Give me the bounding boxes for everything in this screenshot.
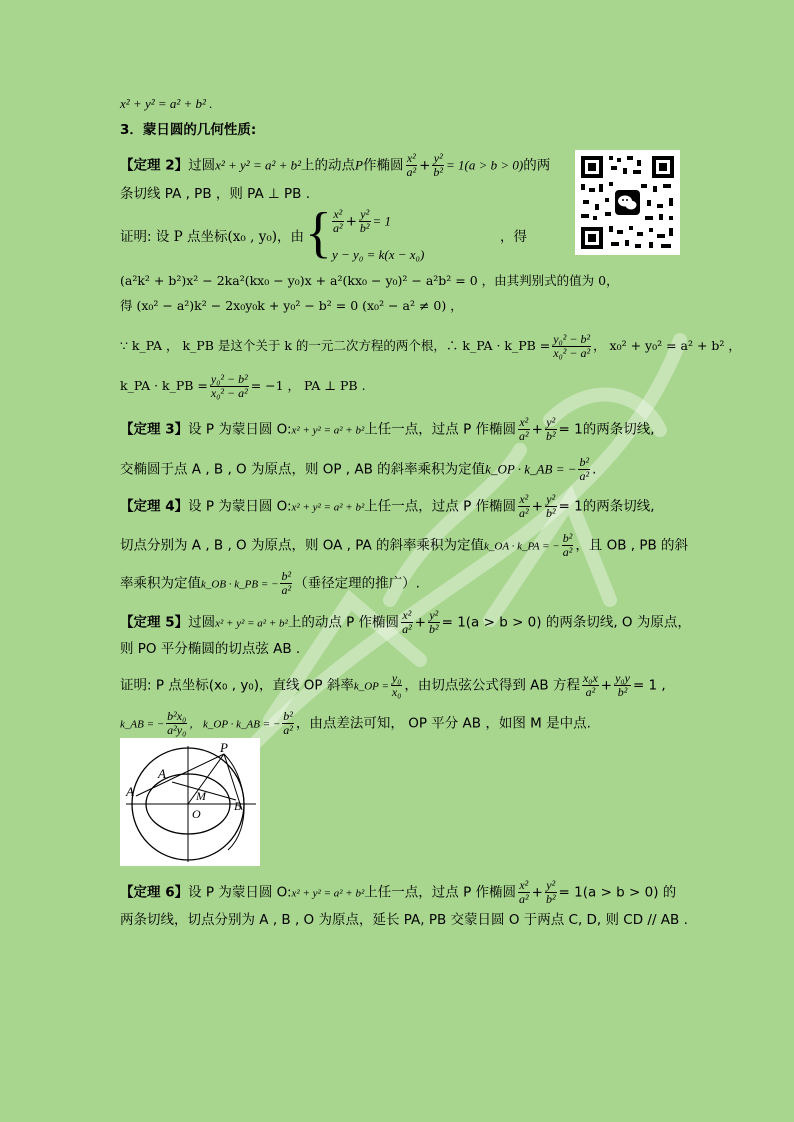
frac-y2b2: $\frac{\text{y²}}{\text{b²}}$ <box>428 608 439 636</box>
text: ，由切点弦公式得到 AB 方程 <box>404 677 580 694</box>
theorem-5-proof-line-2 <box>120 710 680 737</box>
text: k_AB = − <box>120 718 165 731</box>
frac-y2b2: $\frac{\text{y²}}{\text{b²}}$ <box>545 492 556 520</box>
text: 的两 <box>523 157 551 174</box>
text: 设 P 为蒙日圆 O: <box>188 498 292 515</box>
frac-x2a2: $\frac{\text{x²}}{\text{a²}}$ <box>519 878 529 906</box>
text: 作椭圆 <box>363 157 404 174</box>
ellipse-eq: = 1(a > b > 0) <box>446 157 524 173</box>
system-eq-2: y − y₀ = k(x − x₀) <box>332 247 425 262</box>
point-p: P <box>355 157 363 173</box>
label-m: M <box>196 789 206 803</box>
circle-equation-line: x² + y² = a² + b² . <box>120 96 213 111</box>
theorem-3-line-2 <box>120 456 680 483</box>
frac-x2a2: $\frac{\text{x²}}{\text{a²}}$ <box>519 492 529 520</box>
theorem-2-proof-line-5: 得 (x₀² − a²)k² − 2x₀y₀k + y₀² − b² = 0 (x₀² − a² ≠ 0) ， <box>120 298 463 313</box>
frac-x0x: $\frac{\text{x₀x}}{\text{a²}}$ <box>582 671 598 699</box>
frac-y0x0: $\frac{\text{y₀}}{\text{x₀}}$ <box>391 671 402 699</box>
text: ， x₀² + y₀² = a² + b² ， <box>593 338 741 353</box>
text: = −1 ， PA ⊥ PB . <box>250 378 366 393</box>
frac-b2a2: $\frac{\text{b²}}{\text{a²}}$ <box>562 531 573 559</box>
theorem-2-tag: 【定理 2】 <box>120 157 189 174</box>
text: k_OA · k_PA = − <box>484 540 560 553</box>
theorem-2-proof-line-4: (a²k² + b²)x² − 2ka²(kx₀ − y₀)x + a²(kx₀ − y₀)² − a²b² = 0 ，由其判别式的值为 0， <box>120 273 619 288</box>
theorem-5-line-1: 【定理 5】过圆x² + y² = a² + b²上的动点 P 作椭圆 $\frac{\text{x²}}{\text{a²}}$ + $\frac{\text{y²}}{\text{b²}}$ = 1(a > b > 0) 的两条切线, O 为原点， <box>120 608 691 636</box>
theorem-3-tag: 【定理 3】 <box>120 421 189 438</box>
frac-b2a2: $\frac{\text{b²}}{\text{a²}}$ <box>283 709 293 737</box>
circle-eq: x² + y² = a² + b² <box>215 157 302 173</box>
theorem-6-line-2: 两条切线，切点分别为 A , B , O 为原点，延长 PA, PB 交蒙日圆 O 于两点 C, D, 则 CD // AB . <box>120 912 688 928</box>
frac-y2b2: $\frac{\text{y²}}{\text{b²}}$ <box>545 415 556 443</box>
theorem-2-proof-line-7 <box>120 373 680 400</box>
label-b: B <box>234 799 242 813</box>
text: = 1(a > b > 0) 的两条切线, O 为原点， <box>441 614 691 631</box>
theorem-6-tag: 【定理 6】 <box>120 884 189 901</box>
frac-kab: $\frac{\text{b²x₀}}{\text{a²y₀}}$ <box>167 709 187 737</box>
text: . <box>592 461 597 478</box>
text: 设 P 为蒙日圆 O: <box>188 884 292 901</box>
label-p: P <box>220 740 228 755</box>
theorem-3-line-1: 【定理 3】设 P 为蒙日圆 O:x² + y² = a² + b²上任一点，过点 P 作椭圆 $\frac{\text{x²}}{\text{a²}}$ + $\frac{\text{y²}}{\text{b²}}$ = 1的两条切线, <box>120 415 655 443</box>
text: ， k_OP · k_AB = − <box>189 718 281 731</box>
frac-kk: $\frac{\text{y₀² − b²}}{\text{x₀² − a²}}$ <box>553 332 591 360</box>
theorem-5-line-2: 则 PO 平分椭圆的切点弦 AB . <box>120 641 301 657</box>
qr-code-icon[interactable] <box>575 150 680 255</box>
text: 率乘积为定值 <box>120 575 201 592</box>
label-a-2: A <box>126 784 134 799</box>
text: 上任一点，过点 P 作椭圆 <box>364 421 517 438</box>
system-eq-1: $\frac{\text{x²}}{\text{a²}}$ + $\frac{\text{y²}}{\text{b²}}$ = 1 <box>333 207 392 235</box>
frac-x2a2: $\frac{\text{x²}}{\text{a²}}$ <box>402 608 412 636</box>
frac-kk: $\frac{\text{y₀² − b²}}{\text{x₀² − a²}}$ <box>210 372 248 400</box>
theorem-5-tag: 【定理 5】 <box>120 614 189 631</box>
text: = 1 <box>372 213 392 229</box>
system-brace: { <box>305 202 332 264</box>
text: 过圆 <box>188 614 216 631</box>
theorem-2-line-1: 【定理 2】过圆x² + y² = a² + b²上的动点P作椭圆 $\frac{\text{x²}}{\text{a²}}$ + $\frac{\text{y²}}{\text{b²}}$ = 1(a > b > 0)的两 <box>120 151 551 179</box>
text: （垂径定理的推广）. <box>294 575 420 592</box>
frac-y2b2: $\frac{\text{y²}}{\text{b²}}$ <box>545 878 556 906</box>
frac-y2b2: $\frac{\text{y²}}{\text{b²}}$ <box>359 207 370 235</box>
theorem-5-proof-line: 证明: P 点坐标(x₀ , y₀)，直线 OP 斜率k_OP = $\frac{\text{y₀}}{\text{x₀}}$ ，由切点弦公式得到 AB 方程 $\frac{\text{x₀x}}{\text{a²}}$ + $\frac{\text{y₀y}}{\text{b²}}$ = 1 , <box>120 671 666 699</box>
circle-eq: x² + y² = a² + b² <box>291 887 365 900</box>
theorem-4-line-1: 【定理 4】设 P 为蒙日圆 O:x² + y² = a² + b²上任一点，过点 P 作椭圆 $\frac{\text{x²}}{\text{a²}}$ + $\frac{\text{y²}}{\text{b²}}$ = 1的两条切线, <box>120 492 655 520</box>
theorem-6-line-1: 【定理 6】设 P 为蒙日圆 O:x² + y² = a² + b²上任一点，过点 P 作椭圆 $\frac{\text{x²}}{\text{a²}}$ + $\frac{\text{y²}}{\text{b²}}$ = 1(a > b > 0) 的 <box>120 878 677 906</box>
text: = 1的两条切线, <box>558 498 655 515</box>
theorem-4-tag: 【定理 4】 <box>120 498 189 515</box>
theorem-2-proof-line-6 <box>120 332 741 360</box>
text: 设 P 点坐标(x₀ , y₀)，由 <box>155 229 304 245</box>
label-a: A <box>158 766 166 781</box>
frac-b2a2: $\frac{\text{b²}}{\text{a²}}$ <box>281 569 292 597</box>
text: k_OP = <box>353 680 389 693</box>
text: 过圆 <box>188 157 216 174</box>
theorem-2-line-2: 条切线 PA , PB ，则 PA ⊥ PB . <box>120 186 311 202</box>
circle-eq: x² + y² = a² + b² <box>291 501 365 514</box>
label-o: O <box>192 807 201 821</box>
text: ∵ k_PA ， k_PB 是这个关于 k 的一元二次方程的两个根，∴ k_PA · k_PB = <box>120 338 551 353</box>
frac-y0y: $\frac{\text{y₀y}}{\text{b²}}$ <box>615 671 630 699</box>
text: 上的动点 <box>301 157 356 174</box>
frac-x2a2: $\frac{\text{x²}}{\text{a²}}$ <box>333 207 343 235</box>
text: k_OP · k_AB = − <box>485 461 577 477</box>
frac-b2a2: $\frac{\text{b²}}{\text{a²}}$ <box>579 455 590 483</box>
theorem-4-line-2 <box>120 531 689 559</box>
text: 上任一点，过点 P 作椭圆 <box>364 498 517 515</box>
text: 证明: P 点坐标(x₀ , y₀)，直线 OP 斜率 <box>120 677 354 694</box>
text: = 1的两条切线, <box>558 421 655 438</box>
frac-y2b2: $\frac{\text{y²}}{\text{b²}}$ <box>433 151 444 179</box>
text: 上任一点，过点 P 作椭圆 <box>364 884 517 901</box>
text: 上的动点 P 作椭圆 <box>287 614 400 631</box>
circle-eq: x² + y² = a² + b² <box>291 424 365 437</box>
text: ，得 <box>500 229 527 245</box>
text: = 1(a > b > 0) 的 <box>558 884 677 901</box>
text: k_PA · k_PB = <box>120 378 208 393</box>
text: 交椭圆于点 A , B , O 为原点，则 OP , AB 的斜率乘积为定值 <box>120 461 486 478</box>
text: k_OB · k_PB = − <box>201 578 279 591</box>
frac-x2a2: $\frac{\text{x²}}{\text{a²}}$ <box>406 151 417 179</box>
geometry-figure <box>120 738 260 866</box>
proof-label: 证明: <box>120 229 152 245</box>
circle-eq: x² + y² = a² + b² <box>215 617 288 630</box>
text: ，且 OB , PB 的斜 <box>575 537 689 554</box>
text: 设 P 为蒙日圆 O: <box>188 421 292 438</box>
text: ，由点差法可知， OP 平分 AB ，如图 M 是中点. <box>295 715 591 732</box>
frac-x2a2: $\frac{\text{x²}}{\text{a²}}$ <box>519 415 529 443</box>
text: = 1 , <box>632 677 666 694</box>
section-heading: 3．蒙日圆的几何性质: <box>120 122 257 138</box>
theorem-4-line-3 <box>120 570 680 597</box>
text: 切点分别为 A , B , O 为原点，则 OA , PA 的斜率乘积为定值 <box>120 537 485 554</box>
